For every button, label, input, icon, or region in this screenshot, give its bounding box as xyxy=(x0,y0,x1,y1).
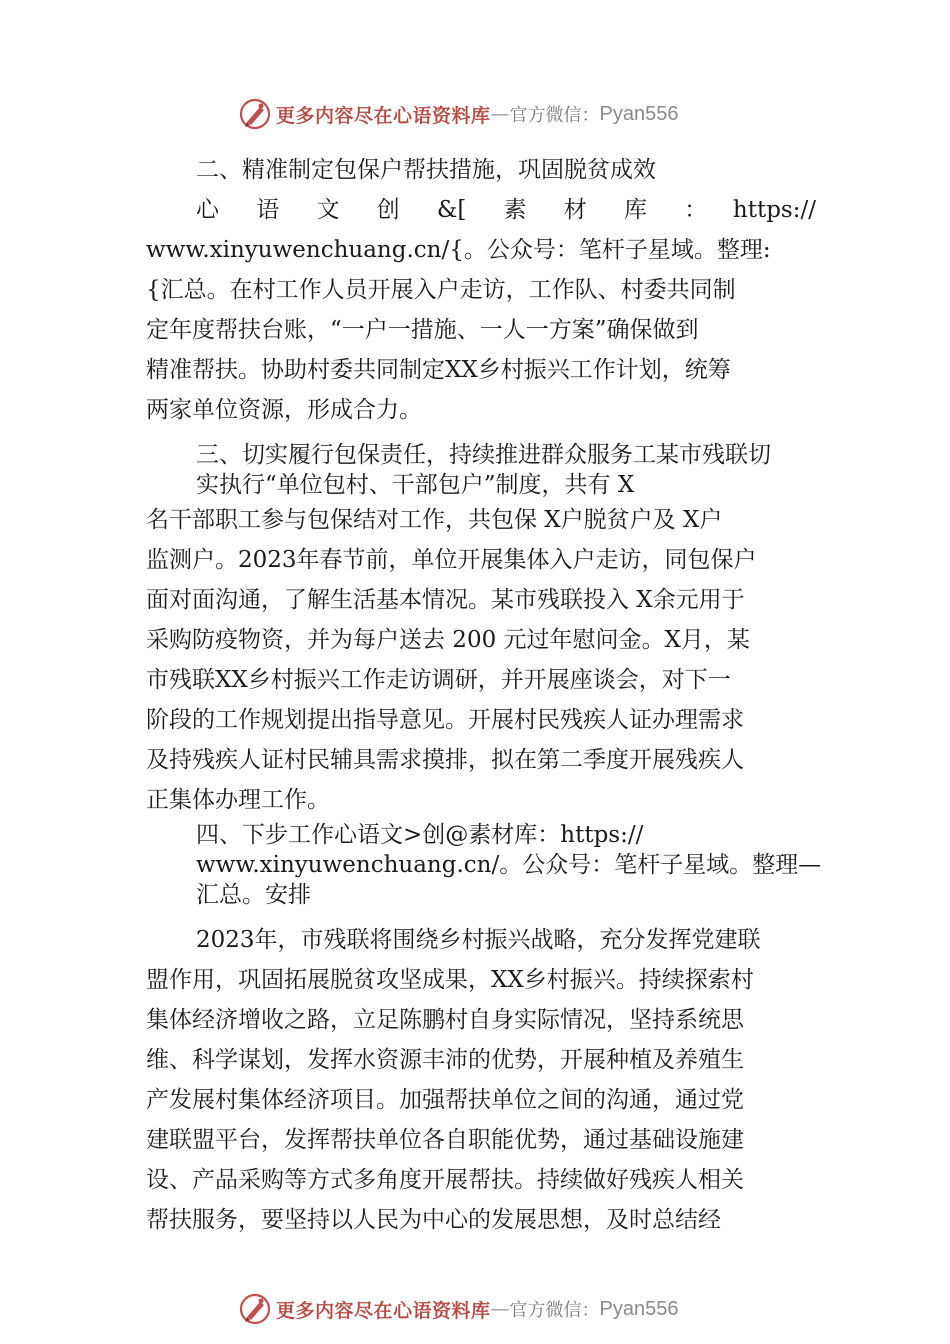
watermark-separator: — xyxy=(490,103,510,125)
section-heading-2: 二、精准制定包保户帮扶措施，巩固脱贫成效 xyxy=(196,157,656,183)
paragraph-line: www.xinyuwenchuang.cn/{。公众号：笔杆子星域。整理: xyxy=(146,237,771,263)
footer-watermark xyxy=(238,1291,678,1327)
pen-logo-icon xyxy=(238,1292,272,1326)
paragraph-line: 正集体办理工作。 xyxy=(146,787,330,813)
section-heading-3: 三、切实履行包保责任，持续推进群众服务工某市残联切 xyxy=(196,442,771,468)
paragraph-line: 汇总。安排 xyxy=(196,882,311,908)
paragraph-line: 设、产品采购等方式多角度开展帮扶。持续做好残疾人相关 xyxy=(146,1167,744,1193)
paragraph-line: 帮扶服务，要坚持以人民为中心的发展思想，及时总结经 xyxy=(146,1207,721,1233)
paragraph-line: 集体经济增收之路，立足陈鹏村自身实际情况，坚持系统思 xyxy=(146,1007,744,1033)
paragraph-line: 定年度帮扶台账，“一户一措施、一人一方案”确保做到 xyxy=(146,317,699,343)
section-heading-4: 四、下步工作心语文>创@素材库：https:// xyxy=(196,822,644,848)
paragraph-line: www.xinyuwenchuang.cn/。公众号：笔杆子星域。整理— xyxy=(196,852,822,878)
paragraph-line: 心 语 文 创 &[ 素 材 库 ： https:// xyxy=(196,197,816,223)
paragraph-line: {汇总。在村工作人员开展入户走访，工作队、村委共同制 xyxy=(146,277,736,303)
pen-logo-icon xyxy=(238,97,272,131)
paragraph-line: 市残联XX乡村振兴工作走访调研，并开展座谈会，对下一 xyxy=(146,667,731,693)
paragraph-line: 盟作用，巩固拓展脱贫攻坚成果，XX乡村振兴。持续探索村 xyxy=(146,967,754,993)
watermark-brand: 更多内容尽在心语资料库 xyxy=(276,104,491,127)
paragraph-line: 建联盟平台，发挥帮扶单位各自职能优势，通过基础设施建 xyxy=(146,1127,744,1153)
watermark-brand: 更多内容尽在心语资料库 xyxy=(276,1299,491,1322)
paragraph-line: 采购防疫物资，并为每户送去 200 元过年慰问金。X月，某 xyxy=(146,627,750,653)
paragraph-line: 2023年，市残联将围绕乡村振兴战略，充分发挥党建联 xyxy=(196,927,761,953)
header-watermark xyxy=(238,96,678,132)
paragraph-line: 名干部职工参与包保结对工作，共包保 X户脱贫户及 X户 xyxy=(146,507,723,533)
watermark-id: Pyan556 xyxy=(599,1297,679,1320)
paragraph-line: 产发展村集体经济项目。加强帮扶单位之间的沟通，通过党 xyxy=(146,1087,744,1113)
paragraph-line: 监测户。2023年春节前，单位开展集体入户走访，同包保户 xyxy=(146,547,757,573)
paragraph-line: 及持残疾人证村民辅具需求摸排，拟在第二季度开展残疾人 xyxy=(146,747,744,773)
paragraph-line: 实执行“单位包村、干部包户”制度，共有 X xyxy=(196,472,635,498)
paragraph-line: 两家单位资源，形成合力。 xyxy=(146,397,422,423)
paragraph-line: 维、科学谋划，发挥水资源丰沛的优势，开展种植及养殖生 xyxy=(146,1047,744,1073)
paragraph-line: 阶段的工作规划提出指导意见。开展村民残疾人证办理需求 xyxy=(146,707,744,733)
watermark-label: 官方微信： xyxy=(509,105,600,126)
watermark-label: 官方微信： xyxy=(509,1300,600,1321)
watermark-separator: — xyxy=(490,1298,510,1320)
document-body xyxy=(146,150,822,1240)
paragraph-line: 精准帮扶。协助村委共同制定XX乡村振兴工作计划，统筹 xyxy=(146,357,731,383)
watermark-id: Pyan556 xyxy=(599,102,679,125)
paragraph-line: 面对面沟通，了解生活基本情况。某市残联投入 X余元用于 xyxy=(146,587,745,613)
